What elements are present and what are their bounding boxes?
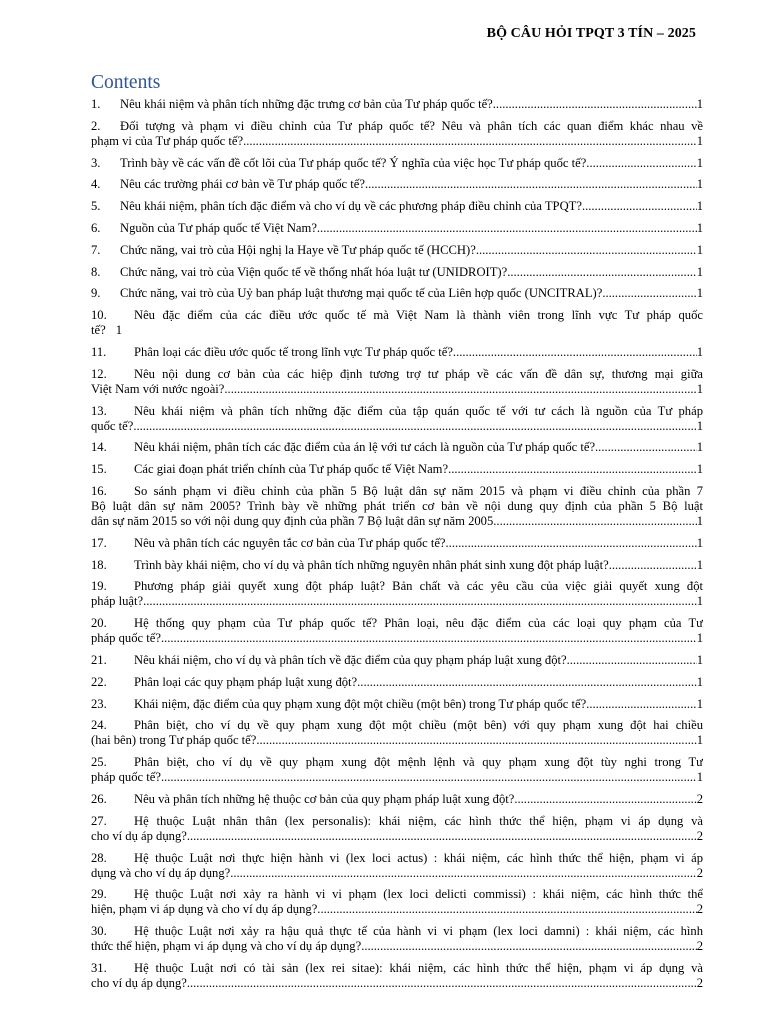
toc-leader-dots [317, 902, 696, 917]
toc-entry-text: pháp quốc tế? [91, 631, 161, 646]
toc-entry-page-number: 2 [696, 865, 703, 880]
toc-leader-dots [514, 792, 696, 807]
toc-entry-text: thức thể hiện, phạm vi áp dụng và cho ví dụ áp dụng? [91, 939, 362, 954]
toc-entry-number: 3. [91, 155, 101, 170]
toc-entry[interactable] [91, 345, 703, 360]
toc-entry-number: 2. [91, 118, 101, 133]
toc-entry-number: 25. [91, 755, 107, 770]
toc-entry-page-number: 2 [696, 939, 703, 954]
toc-entry-text: Đối tượng và phạm vi điều chỉnh của Tư pháp quốc tế? Nêu và phân tích các quan điểm khác nhau về [120, 118, 703, 133]
toc-leader-dots [256, 733, 696, 748]
toc-entry[interactable] [91, 286, 703, 301]
toc-leader-dots [224, 382, 696, 397]
toc-leader-dots [493, 514, 696, 529]
toc-entry-text: Nêu khái niệm, phân tích đặc điểm và cho ví dụ về các phương pháp điều chỉnh của TPQT? [120, 199, 582, 214]
toc-entry-text: Chức năng, vai trò của Viện quốc tế về thống nhất hóa luật tư (UNIDROIT)? [120, 264, 508, 279]
toc-entry[interactable] [91, 755, 703, 785]
toc-entry[interactable] [91, 924, 703, 954]
toc-entry[interactable] [91, 814, 703, 844]
toc-entry[interactable] [91, 119, 703, 149]
toc-entry[interactable] [91, 579, 703, 609]
toc-entry-number: 20. [91, 616, 107, 631]
toc-entry-text: Trình bày khái niệm, cho ví dụ và phân tích những nguyên nhân phát sinh xung đột pháp luật? [134, 557, 609, 572]
toc-entry-text: tế? [91, 323, 106, 338]
toc-leader-dots [143, 594, 697, 609]
toc-entry-number: 8. [91, 264, 101, 279]
toc-entry[interactable] [91, 308, 703, 338]
toc-entry-text: cho ví dụ áp dụng? [91, 975, 187, 990]
toc-leader-dots [567, 653, 697, 668]
toc-entry-text: Phân loại các điều ước quốc tế trong lĩnh vực Tư pháp quốc tế? [134, 344, 453, 359]
toc-entry[interactable] [91, 536, 703, 551]
toc-entry[interactable] [91, 675, 703, 690]
toc-leader-dots [586, 697, 697, 712]
toc-leader-dots [595, 440, 697, 455]
toc-entry-text: Nêu đặc điểm của các điều ước quốc tế mà Việt Nam là thành viên trong lĩnh vực Tư pháp quốc [134, 308, 703, 323]
toc-entry[interactable] [91, 243, 703, 258]
toc-entry-page-number: 1 [696, 242, 703, 257]
toc-entry-page-number: 1 [696, 381, 703, 396]
toc-entry[interactable] [91, 462, 703, 477]
toc-entry-number: 14. [91, 440, 107, 455]
toc-entry[interactable] [91, 440, 703, 455]
toc-entry-text: Bộ luật dân sự năm 2005? Trình bày về những phát triển cơ bản về nội dung quy định của phần 5 Bộ luật [91, 498, 703, 513]
toc-entry-page-number: 1 [696, 770, 703, 785]
toc-leader-dots [161, 631, 697, 646]
toc-entry-text: So sánh phạm vi điều chỉnh của phần 5 Bộ luật dân sự năm 2015 và phạm vi điều chỉnh của phần 7 [134, 483, 703, 498]
toc-entry-text: Phân biệt, cho ví dụ về quy phạm xung đột một chiều (một bên) với quy phạm xung đột hai chiều [134, 718, 703, 733]
toc-entry-text: pháp luật? [91, 594, 144, 609]
toc-leader-dots [609, 558, 697, 573]
toc-entry[interactable] [91, 961, 703, 991]
toc-entry[interactable] [91, 697, 703, 712]
toc-entry-page-number: 1 [696, 462, 703, 477]
toc-entry-page-number: 1 [696, 696, 703, 711]
toc-entry-number: 5. [91, 199, 101, 214]
toc-entry[interactable] [91, 177, 703, 192]
toc-leader-dots [365, 177, 697, 192]
toc-leader-dots [476, 243, 697, 258]
toc-entry-number: 31. [91, 960, 107, 975]
toc-entry-page-number: 1 [696, 594, 703, 609]
toc-entry-text: Chức năng, vai trò của Uỷ ban pháp luật thương mại quốc tế của Liên hợp quốc (UNCITRAL)? [120, 286, 603, 301]
toc-entry-page-number: 1 [696, 177, 703, 192]
toc-entry-page-number: 1 [115, 323, 122, 338]
toc-entry-text: Nêu khái niệm, phân tích các đặc điểm của án lệ với tư cách là nguồn của Tư pháp quốc tế? [134, 440, 596, 455]
toc-entry-text: Nêu và phân tích các nguyên tắc cơ bản của Tư pháp quốc tế? [134, 535, 446, 550]
toc-leader-dots [448, 462, 697, 477]
toc-leader-dots [357, 675, 697, 690]
toc-entry-number: 17. [91, 535, 107, 550]
toc-leader-dots [243, 134, 697, 149]
toc-entry-text: Hệ thuộc Luật nơi xảy ra hậu quả thực tế của hành vi vi phạm (lex loci damni) : khái niệm, các hình [134, 924, 703, 939]
toc-entry-text: Nêu khái niệm và phân tích những đặc trưng cơ bản của Tư pháp quốc tế? [120, 97, 493, 111]
toc-entry-page-number: 1 [696, 286, 703, 301]
toc-entry-text: Việt Nam với nước ngoài? [91, 381, 225, 396]
toc-entry-page-number: 1 [696, 674, 703, 689]
toc-entry-number: 1. [91, 97, 101, 111]
toc-leader-dots [493, 97, 697, 112]
toc-entry-page-number: 1 [696, 513, 703, 528]
toc-entry[interactable] [91, 616, 703, 646]
toc-entry-page-number: 1 [696, 440, 703, 455]
toc-leader-dots [602, 286, 696, 301]
toc-entry-text: dụng và cho ví dụ áp dụng? [91, 865, 231, 880]
toc-entry-text: Chức năng, vai trò của Hội nghị la Haye về Tư pháp quốc tế (HCCH)? [120, 242, 476, 257]
toc-entry-text: Khái niệm, đặc điểm của quy phạm xung đột một chiều (một bên) trong Tư pháp quốc tế? [134, 696, 587, 711]
toc-entry-number: 27. [91, 813, 107, 828]
toc-entry-number: 7. [91, 242, 101, 257]
toc-leader-dots [230, 866, 697, 881]
toc-entry-page-number: 1 [696, 133, 703, 148]
toc-entry-number: 19. [91, 579, 107, 594]
toc-entry-text: cho ví dụ áp dụng? [91, 828, 187, 843]
toc-entry[interactable] [91, 156, 703, 171]
toc-entry-number: 24. [91, 718, 107, 733]
toc-entry-number: 30. [91, 924, 107, 939]
toc-entry-number: 6. [91, 220, 101, 235]
toc-leader-dots [361, 939, 697, 954]
page-header-title: BỘ CÂU HỎI TPQT 3 TÍN – 2025 [486, 26, 696, 41]
toc-entry-text: Phân loại các quy phạm pháp luật xung đột? [134, 674, 358, 689]
toc-entry-number: 16. [91, 483, 107, 498]
toc-entry-number: 11. [91, 344, 107, 359]
toc-entry-page-number: 1 [696, 155, 703, 170]
toc-entry[interactable] [91, 484, 703, 529]
toc-entry-number: 12. [91, 366, 107, 381]
toc-entry-number: 26. [91, 791, 107, 806]
toc-leader-dots [453, 345, 697, 360]
toc-entry-page-number: 1 [696, 199, 703, 214]
toc-entry-page-number: 2 [696, 791, 703, 806]
toc-entry-page-number: 1 [696, 344, 703, 359]
toc-entry[interactable] [91, 558, 703, 573]
toc-entry-text: hiện, phạm vi áp dụng và cho ví dụ áp dụng? [91, 902, 318, 917]
toc-entry[interactable] [91, 367, 703, 397]
toc-entry-text: quốc tế? [91, 418, 134, 433]
toc-entry-number: 18. [91, 557, 107, 572]
toc-entry-number: 4. [91, 177, 101, 192]
toc-entry-page-number: 1 [696, 97, 703, 111]
toc-entry-text: Nêu khái niệm, cho ví dụ và phân tích về đặc điểm của quy phạm pháp luật xung đột? [134, 652, 567, 667]
toc-entry-text: Phân biệt, cho ví dụ về quy phạm xung đột mệnh lệnh và quy phạm xung đột tùy nghi trong Tư [134, 755, 703, 770]
toc-entry[interactable] [91, 718, 703, 748]
toc-entry-text: Hệ thuộc Luật nhân thân (lex personalis): khái niệm, các hình thức thể hiện, phạm vi áp dụng và [134, 813, 703, 828]
toc-entry-text: Nêu và phân tích những hệ thuộc cơ bản của quy phạm pháp luật xung đột? [134, 791, 515, 806]
toc-leader-dots [582, 199, 697, 214]
toc-entry-number: 13. [91, 403, 107, 418]
toc-entry-page-number: 1 [696, 220, 703, 235]
toc-entry[interactable] [91, 887, 703, 917]
toc-entry-number: 10. [91, 308, 107, 323]
toc-entry-text: Hệ thuộc Luật nơi thực hiện hành vi (lex loci actus) : khái niệm, các hình thức thể hiện, phạm vi áp [134, 850, 703, 865]
toc-leader-dots [187, 976, 697, 991]
toc-entry-text: (hai bên) trong Tư pháp quốc tế? [91, 733, 257, 748]
toc-entry-text: dân sự năm 2015 so với nội dung quy định của phần 7 Bộ luật dân sự năm 2005 [91, 513, 494, 528]
toc-entry[interactable] [91, 792, 703, 807]
toc-leader-dots [187, 829, 697, 844]
toc-entry-text: Nguồn của Tư pháp quốc tế Việt Nam? [120, 220, 317, 235]
toc-entry-page-number: 2 [696, 975, 703, 990]
toc-leader-dots [507, 265, 696, 280]
toc-entry[interactable] [91, 199, 703, 214]
toc-entry-page-number: 2 [696, 902, 703, 917]
toc-entry-page-number: 1 [696, 535, 703, 550]
toc-entry-page-number: 1 [696, 652, 703, 667]
toc-entry-text: Hệ thuộc Luật nơi xảy ra hành vi vi phạm (lex loci delicti commissi) : khái niệm, các hình thức thể [134, 887, 703, 902]
toc-entry[interactable] [91, 851, 703, 881]
toc-entry-page-number: 1 [696, 557, 703, 572]
toc-entry-text: Nêu nội dung cơ bản của các hiệp định tương trợ tư pháp về các vấn đề dân sự, thương mại giữa [134, 366, 703, 381]
toc-entry-number: 21. [91, 652, 107, 667]
toc-leader-dots [586, 156, 696, 171]
toc-entry[interactable] [91, 97, 703, 112]
toc-entry-text: Nêu khái niệm và phân tích những đặc điểm của tập quán quốc tế với tư cách là nguồn của Tư pháp [134, 403, 703, 418]
toc-entry-page-number: 1 [696, 733, 703, 748]
toc-entry-page-number: 1 [696, 264, 703, 279]
toc-leader-dots [317, 221, 697, 236]
toc-entry-number: 23. [91, 696, 107, 711]
toc-entry-page-number: 2 [696, 828, 703, 843]
toc-entry-number: 22. [91, 674, 107, 689]
toc-entry-page-number: 1 [696, 631, 703, 646]
toc-entry-number: 29. [91, 887, 107, 902]
toc-entry-text: Các giai đoạn phát triển chính của Tư pháp quốc tế Việt Nam? [134, 462, 449, 477]
toc-entry[interactable] [91, 221, 703, 236]
toc-entry-text: Hệ thống quy phạm của Tư pháp quốc tế? Phân loại, nêu đặc điểm của các loại quy phạm của Tư [134, 616, 703, 631]
contents-heading: Contents [91, 72, 161, 93]
toc-entry-text: Nêu các trường phái cơ bản về Tư pháp quốc tế? [120, 177, 365, 192]
toc-leader-dots [133, 419, 696, 434]
toc-entry-page-number: 1 [696, 418, 703, 433]
toc-entry[interactable] [91, 404, 703, 434]
toc-entry-text: Trình bày về các vấn đề cốt lõi của Tư pháp quốc tế? Ý nghĩa của việc học Tư pháp quốc tế? [120, 155, 587, 170]
toc-entry[interactable] [91, 265, 703, 280]
toc-entry-text: Hệ thuộc Luật nơi có tài sản (lex rei sitae): khái niệm, các hình thức thể hiện, phạm vi áp dụng và [134, 960, 703, 975]
toc-entry-text: phạm vi của Tư pháp quốc tế? [91, 133, 244, 148]
toc-entry-text: pháp quốc tế? [91, 770, 161, 785]
toc-leader-dots [446, 536, 697, 551]
table-of-contents [91, 97, 703, 998]
toc-entry[interactable] [91, 653, 703, 668]
toc-entry-text: Phương pháp giải quyết xung đột pháp luật? Bản chất và các yêu cầu của việc giải quyết xung đột [134, 579, 703, 594]
toc-leader-dots [161, 770, 697, 785]
toc-entry-number: 15. [91, 462, 107, 477]
toc-entry-number: 9. [91, 286, 101, 301]
toc-entry-number: 28. [91, 850, 107, 865]
